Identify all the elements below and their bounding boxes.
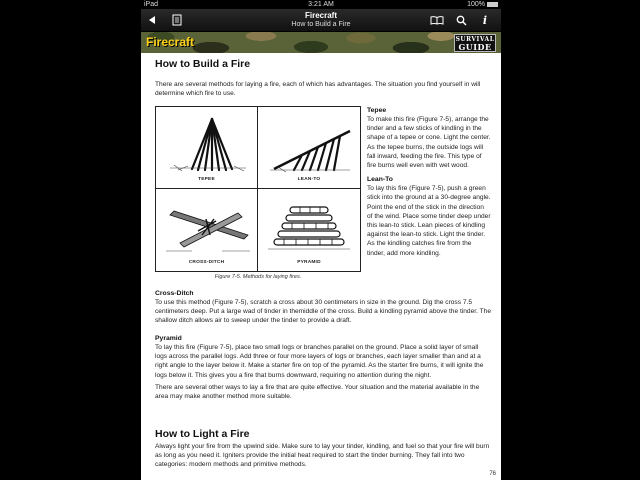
light-fire-section bbox=[155, 428, 491, 470]
lean-to-fire-illustration bbox=[264, 113, 354, 175]
page-number: 76 bbox=[489, 471, 496, 477]
survival-guide-logo: SURVIVAL GUIDE bbox=[455, 36, 495, 52]
tepee-paragraph: To make this fire (Figure 7-5), arrange the tinder and a few sticks of kindling in the shape of a tepee or cone. Light the center. As the tepee burns, the outside logs will fall inward, feeding the fire. This type of fire burns well even with wet wood. bbox=[367, 116, 491, 170]
intro-paragraph: There are several methods for laying a fire, each of which has advantages. The situation you find yourself in will determine which fire to use. bbox=[155, 81, 481, 98]
side-column bbox=[367, 106, 491, 258]
figure-cell-cross-ditch bbox=[156, 189, 258, 271]
info-icon: i bbox=[482, 13, 488, 27]
cross-ditch-fire-illustration bbox=[162, 195, 252, 257]
nav-subtitle: How to Build a Fire bbox=[291, 21, 351, 28]
figure-label-tepee: TEPEE bbox=[198, 176, 215, 182]
lean-to-heading: Lean-To bbox=[367, 176, 393, 184]
lean-to-paragraph: To lay this fire (Figure 7-5), push a green stick into the ground at a 30-degree angle. Point the end of the stick in the direction of the wind. Place some tinder deep under this lean-to stick. Lean pieces of kindling against the lean-to stick. Light the tinder. As the kindling catches fire from the tinder, add more kindling. bbox=[367, 185, 491, 257]
figure-label-cross-ditch: CROSS-DITCH bbox=[188, 259, 225, 265]
figure-cell-pyramid bbox=[258, 189, 360, 271]
light-fire-paragraph: Always light your fire from the upwind side. Make sure to lay your tinder, kindling, and fuel so that your fire will burn as long as you need it. Igniters provide the initial heat required to start the tinder burning. They fall into two categories: modern methods and primitive methods. bbox=[155, 443, 490, 469]
status-time: 3:21 AM bbox=[308, 1, 334, 8]
info-button[interactable] bbox=[477, 12, 493, 28]
section-banner bbox=[141, 32, 501, 53]
figure-label-lean-to: LEAN-TO bbox=[297, 176, 321, 182]
other-methods-paragraph: There are several other ways to lay a fire that are quite effective. Your situation and the material available in the area may make another method more suitable. bbox=[155, 383, 480, 401]
tepee-heading: Tepee bbox=[367, 107, 387, 114]
cross-ditch-paragraph: To use this method (Figure 7-5), scratch a cross about 30 centimeters in size in the ground. Dig the cross 7.5 centimeters deep. Put a large wad of tinder in themiddle of the cross. Build a kindling pyramid above the tinder. The shallow ditch allows air to sweep under the tinder to provide a draft. bbox=[155, 299, 491, 325]
battery-percent: 100% bbox=[467, 1, 485, 8]
battery-icon bbox=[487, 2, 498, 7]
cross-ditch-heading: Cross-Ditch bbox=[155, 290, 194, 297]
section-label: Firecraft bbox=[146, 35, 195, 49]
fire-methods-figure bbox=[155, 106, 361, 272]
book-icon bbox=[430, 15, 444, 25]
cross-ditch-section bbox=[155, 289, 491, 326]
pyramid-paragraph: To lay this fire (Figure 7-5), place two small logs or branches parallel on the ground. Place a solid layer of small logs across the parallel logs. Add three or four more layers of logs or branches, each layer smaller than and at a right angle to the layer below it. Make a starter fire on top of the pyramid. As the starter fire burns, it will ignite the logs below it. This gives you a fire that burns downward, requiring no attention during the night. bbox=[155, 344, 484, 379]
figure-cell-lean-to bbox=[258, 107, 360, 189]
search-icon bbox=[456, 15, 467, 26]
figure-cell-tepee bbox=[156, 107, 258, 189]
device-screen bbox=[141, 0, 501, 480]
device-name: iPad bbox=[144, 1, 159, 8]
figure-caption: Figure 7-5. Methods for laying fires. bbox=[214, 274, 302, 280]
status-bar bbox=[141, 0, 501, 9]
figure-label-pyramid: PYRAMID bbox=[297, 259, 321, 265]
search-button[interactable] bbox=[453, 12, 469, 28]
pyramid-fire-illustration bbox=[264, 195, 354, 257]
navigation-bar bbox=[141, 9, 501, 32]
bookmarks-button[interactable] bbox=[429, 12, 445, 28]
pyramid-section bbox=[155, 334, 491, 404]
light-fire-heading: How to Light a Fire bbox=[155, 428, 250, 440]
tepee-fire-illustration bbox=[162, 113, 252, 175]
pyramid-heading: Pyramid bbox=[155, 335, 182, 342]
page-content bbox=[155, 58, 491, 469]
page-title: How to Build a Fire bbox=[155, 58, 251, 70]
nav-title: Firecraft bbox=[304, 11, 337, 20]
